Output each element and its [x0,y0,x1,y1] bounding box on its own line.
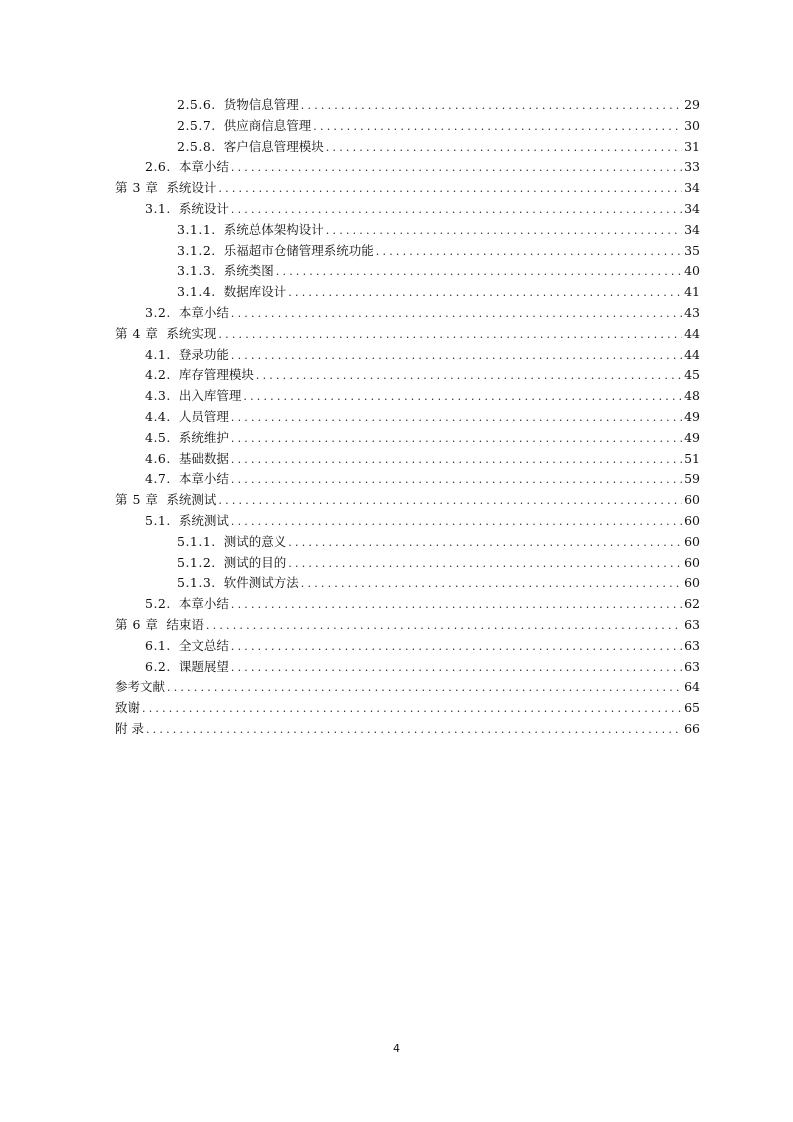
toc-dot-leader [146,720,682,741]
toc-dot-leader [231,304,682,325]
toc-entry-title: 本章小结 [178,304,229,320]
toc-entry-title: 乐福超市仓储管理系统功能 [223,242,374,258]
toc-entry-number: 3.1. [145,200,171,216]
toc-entry[interactable] [115,324,700,345]
toc-dot-leader [231,408,682,429]
toc-dot-leader [288,283,682,304]
toc-dot-leader [231,450,682,471]
toc-entry-page: 65 [684,700,700,716]
toc-entry-title: 系统总体架构设计 [223,221,324,237]
toc-dot-leader [218,179,682,200]
toc-entry-page: 49 [684,408,700,424]
toc-entry-number: 2.5.7. [177,117,216,133]
toc-entry[interactable] [115,657,700,678]
toc-entry[interactable] [115,241,700,262]
toc-dot-leader [231,595,682,616]
toc-entry-title: 测试的目的 [223,554,287,570]
toc-dot-leader [326,138,682,159]
toc-entry-title: 系统设计 [166,180,217,196]
toc-entry-number: 6.1. [145,637,171,653]
toc-entry-page: 64 [684,679,700,695]
toc-entry-title: 本章小结 [178,596,229,612]
toc-dot-leader [313,117,682,138]
toc-entry[interactable] [115,449,700,470]
toc-entry-title: 货物信息管理 [223,97,299,112]
toc-entry-number: 4.2. [145,367,171,383]
toc-entry-title: 出入库管理 [178,388,242,404]
toc-entry-number: 第 3 章 [115,180,159,196]
toc-dot-leader [206,616,682,637]
toc-entry-number: 4.7. [145,471,171,487]
toc-dot-leader [326,221,682,242]
toc-dot-leader [301,96,682,117]
toc-entry-title: 系统测试 [178,512,229,528]
toc-entry-page: 31 [684,138,700,154]
toc-entry[interactable] [115,469,700,490]
toc-entry-page: 60 [684,575,700,591]
toc-entry-number: 4.3. [145,388,171,404]
toc-entry[interactable] [115,386,700,407]
toc-entry-title: 系统维护 [178,429,229,445]
toc-entry-page: 59 [684,471,700,487]
toc-entry[interactable] [115,199,700,220]
toc-entry-page: 41 [684,284,700,300]
toc-entry-page: 34 [684,200,700,216]
toc-dot-leader [376,242,682,263]
toc-entry[interactable] [115,261,700,282]
toc-entry-number: 6.2. [145,658,171,674]
toc-entry-title: 软件测试方法 [223,575,299,591]
toc-entry-title: 全文总结 [178,637,229,653]
toc-entry[interactable] [115,345,700,366]
toc-dot-leader [256,366,682,387]
toc-entry-page: 40 [684,263,700,279]
toc-entry[interactable] [115,428,700,449]
toc-entry-page: 43 [684,304,700,320]
table-of-contents [115,95,700,740]
toc-entry-title: 库存管理模块 [178,367,254,383]
toc-entry-number: 3.1.3. [177,263,216,279]
toc-entry-number: 5.1.3. [177,575,216,591]
toc-entry-title: 数据库设计 [223,284,287,300]
toc-dot-leader [276,262,682,283]
toc-entry-page: 63 [684,616,700,632]
toc-entry[interactable] [115,490,700,511]
toc-entry-title: 系统实现 [166,325,217,341]
toc-entry-number: 5.2. [145,596,171,612]
toc-dot-leader [231,658,682,679]
toc-entry-page: 51 [684,450,700,466]
toc-entry[interactable] [115,303,700,324]
toc-dot-leader [288,533,682,554]
toc-entry-page: 63 [684,658,700,674]
toc-entry-page: 34 [684,180,700,196]
toc-entry-title: 参考文献 [115,679,166,695]
toc-dot-leader [231,429,682,450]
toc-entry[interactable] [115,220,700,241]
toc-entry[interactable] [115,615,700,636]
toc-entry[interactable] [115,553,700,574]
toc-entry-page: 35 [684,242,700,258]
toc-entry[interactable] [115,532,700,553]
toc-entry-page: 33 [684,159,700,175]
toc-entry-number: 3.1.2. [177,242,216,258]
toc-entry-number: 4.1. [145,346,171,362]
toc-entry-number: 2.6. [145,159,171,175]
toc-entry-number: 2.5.8. [177,138,216,154]
toc-entry-page: 44 [684,325,700,341]
toc-dot-leader [301,574,682,595]
toc-entry-page: 48 [684,388,700,404]
toc-dot-leader [231,346,682,367]
toc-entry-page: 34 [684,221,700,237]
toc-entry[interactable] [115,719,700,740]
toc-entry-title: 本章小结 [178,159,229,175]
toc-entry-number: 3.1.1. [177,221,216,237]
toc-entry-title: 测试的意义 [223,533,287,549]
toc-dot-leader [167,678,682,699]
toc-entry-page: 30 [684,117,700,133]
toc-entry-title: 结束语 [166,616,204,632]
toc-dot-leader [243,387,682,408]
toc-entry-number: 4.5. [145,429,171,445]
toc-entry-number: 第 5 章 [115,492,159,508]
toc-entry[interactable] [115,573,700,594]
toc-entry-title: 系统测试 [166,492,217,508]
toc-entry-page: 60 [684,554,700,570]
toc-entry-number: 5.1. [145,512,171,528]
toc-entry-page: 60 [684,492,700,508]
toc-entry[interactable] [115,677,700,698]
toc-entry-title: 基础数据 [178,450,229,466]
toc-entry-title: 供应商信息管理 [223,117,312,133]
toc-entry-number: 第 6 章 [115,616,159,632]
toc-entry-number: 4.4. [145,408,171,424]
toc-entry-title: 登录功能 [178,346,229,362]
toc-entry-title: 附 录 [115,720,144,736]
toc-entry-page: 66 [684,720,700,736]
toc-entry-title: 系统类图 [223,263,274,279]
toc-entry-title: 人员管理 [178,408,229,424]
toc-entry-page: 60 [684,512,700,528]
toc-entry[interactable] [115,636,700,657]
toc-dot-leader [231,470,682,491]
toc-dot-leader [218,325,682,346]
toc-entry-number: 2.5.6. [177,97,216,112]
toc-dot-leader [142,699,682,720]
toc-entry-page: 63 [684,637,700,653]
page-number: 4 [393,1042,400,1055]
toc-entry[interactable] [115,95,700,116]
toc-dot-leader [231,512,682,533]
toc-dot-leader [218,491,682,512]
toc-entry[interactable] [115,511,700,532]
toc-entry-page: 44 [684,346,700,362]
toc-entry[interactable] [115,698,700,719]
toc-entry-number: 5.1.1. [177,533,216,549]
toc-entry-number: 5.1.2. [177,554,216,570]
toc-dot-leader [231,158,682,179]
toc-entry-page: 45 [684,367,700,383]
toc-entry-number: 3.1.4. [177,284,216,300]
toc-entry-number: 4.6. [145,450,171,466]
toc-entry-title: 致谢 [115,700,141,716]
toc-entry[interactable] [115,365,700,386]
toc-dot-leader [231,637,682,658]
toc-dot-leader [288,554,682,575]
toc-entry[interactable] [115,116,700,137]
toc-entry-title: 本章小结 [178,471,229,487]
toc-entry-title: 客户信息管理模块 [223,138,324,154]
toc-entry-title: 课题展望 [178,658,229,674]
toc-dot-leader [231,200,682,221]
toc-entry[interactable] [115,594,700,615]
toc-entry[interactable] [115,137,700,158]
toc-entry-number: 第 4 章 [115,325,159,341]
toc-entry[interactable] [115,282,700,303]
toc-entry-page: 62 [684,596,700,612]
toc-entry[interactable] [115,178,700,199]
toc-entry-page: 49 [684,429,700,445]
toc-entry-page: 29 [684,97,700,112]
toc-entry-title: 系统设计 [178,200,229,216]
toc-entry[interactable] [115,157,700,178]
toc-entry[interactable] [115,407,700,428]
toc-entry-page: 60 [684,533,700,549]
toc-entry-number: 3.2. [145,304,171,320]
